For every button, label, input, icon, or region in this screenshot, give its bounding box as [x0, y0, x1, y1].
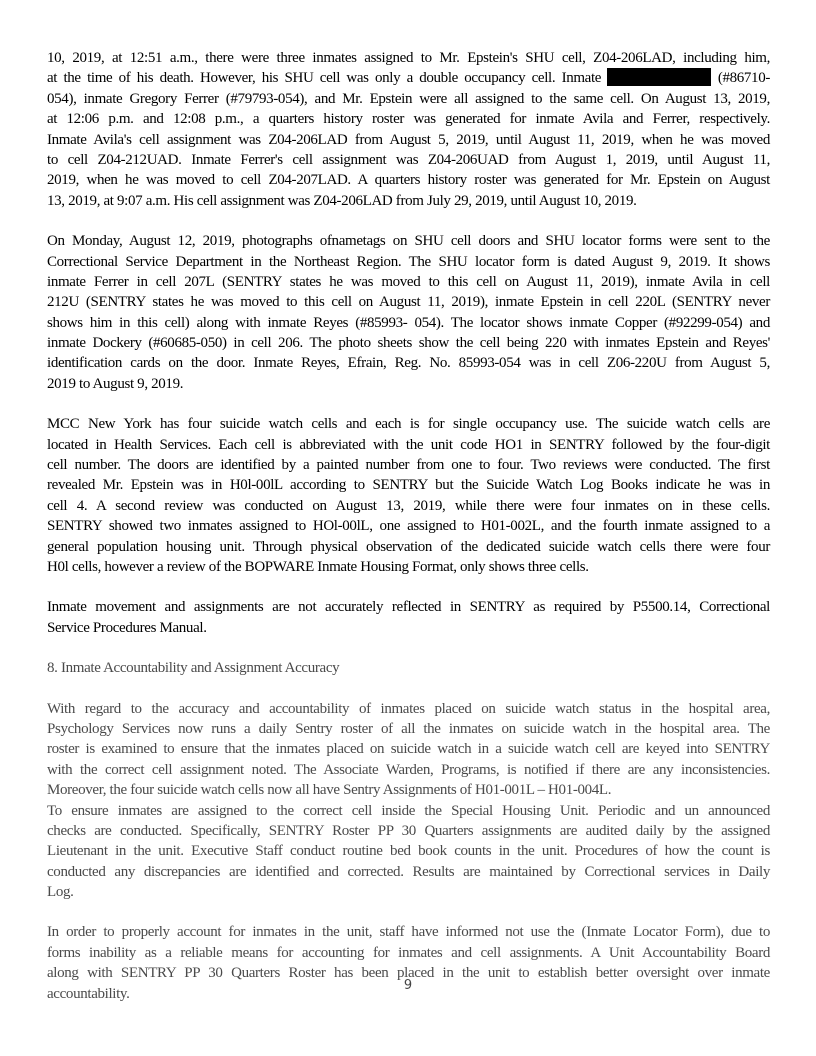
text-line: general population housing unit. Through physical observation of the dedicated suicide watch cells there were four — [47, 538, 770, 555]
text-line: identification cards on the door. Inmate Reyes, Efrain, Reg. No. 85993-054 was in cell Z06-220U from August 5, — [47, 355, 770, 372]
paragraph-gap — [47, 211, 770, 231]
document-body — [47, 48, 770, 1004]
text-line: H0l cells, however a review of the BOPWARE Inmate Housing Format, only shows three cells. — [47, 558, 589, 575]
paragraph-gap — [47, 679, 770, 699]
text-line: accountability. — [47, 985, 130, 1002]
text-line: Lieutenant in the unit. Executive Staff conduct routine bed book counts in the unit. Procedures of how the count is — [47, 843, 770, 860]
text-line: SENTRY showed two inmates assigned to HOl-00lL, one assigned to H01-002L, and the fourth inmate assigned to a — [47, 518, 770, 535]
paragraph — [47, 801, 770, 903]
text-line: Inmate movement and assignments are not accurately reflected in SENTRY as required by P5500.14, Correctional — [47, 599, 770, 616]
paragraph — [47, 48, 770, 211]
text-line: On Monday, August 12, 2019, photographs ofnametags on SHU cell doors and SHU locator forms were sent to the — [47, 233, 770, 250]
page-number: 9 — [403, 978, 413, 993]
text-line: along with SENTRY PP 30 Quarters Roster has been placed in the unit to establish better oversight over inmate — [47, 965, 770, 982]
text-line: at 12:06 p.m. and 12:08 p.m., a quarters history roster was generated for inmate Avila and Ferrer, respectively. — [47, 111, 770, 128]
paragraph-gap — [47, 577, 770, 597]
text-line: 212U (SENTRY states he was moved to this cell on August 11, 2019), inmate Epstein in cell 220L (SENTRY never — [47, 294, 770, 311]
text-line: with the correct cell assignment noted. The Associate Warden, Programs, is notified if there are any inconsistencies. — [47, 761, 770, 778]
text-line: conducted any discrepancies are identified and corrected. Results are maintained by Correctional services in Daily — [47, 863, 770, 880]
text-line: cell 4. A second review was conducted on August 13, 2019, while there were four inmates on in these cells. — [47, 497, 770, 514]
text-line: located in Health Services. Each cell is abbreviated with the unit code HO1 in SENTRY followed by the four-digit — [47, 436, 770, 453]
text-line: cell number. The doors are identified by a painted number from one to four. Two reviews were conducted. The first — [47, 457, 770, 474]
text-line: Correctional Service Department in the Northeast Region. The SHU locator form is dated August 9, 2019. It shows — [47, 253, 770, 270]
text-line: Service Procedures Manual. — [47, 619, 207, 636]
text-line: roster is examined to ensure that the inmates placed on suicide watch in a suicide watch cell are keyed into SENTRY — [47, 741, 770, 758]
section-heading — [47, 658, 770, 678]
text-line: With regard to the accuracy and accountability of inmates placed on suicide watch status in the hospital area, — [47, 700, 770, 717]
paragraph — [47, 699, 770, 801]
paragraph-gap — [47, 902, 770, 922]
text-line: Psychology Services now runs a daily Sentry roster of all the inmates on suicide watch in the hospital area. The — [47, 720, 770, 737]
redaction-box — [607, 68, 711, 86]
text-line: inmate Dockery (#60685-050) in cell 206. The photo sheets show the cell being 220 with inmates Epstein and Reyes' — [47, 335, 770, 352]
text-line: shows him in this cell) along with inmate Reyes (#85993- 054). The locator shows inmate Copper (#92299-054) and — [47, 314, 770, 331]
paragraph-gap — [47, 638, 770, 658]
text-line: In order to properly account for inmates in the unit, staff have informed not use the (Inmate Locator Form), due to — [47, 924, 770, 941]
text-line: 10, 2019, at 12:51 a.m., there were three inmates assigned to Mr. Epstein's SHU cell, Z04-206LAD, including him, — [47, 50, 770, 66]
text-segment: (#86710- — [717, 70, 771, 87]
paragraph — [47, 597, 770, 638]
text-line: Log. — [47, 884, 74, 901]
text-line: To ensure inmates are assigned to the correct cell inside the Special Housing Unit. Periodic and un announced — [47, 802, 770, 819]
text-line: 2019 to August 9, 2019. — [47, 375, 184, 392]
text-line: 8. Inmate Accountability and Assignment Accuracy — [47, 660, 340, 677]
text-line: to cell Z04-212UAD. Inmate Ferrer's cell assignment was Z04-206UAD from August 1, 2019, until August 11, — [47, 151, 770, 168]
text-line: inmate Ferrer in cell 207L (SENTRY states he was moved to this cell on August 11, 2019), inmate Avila in cell — [47, 273, 770, 290]
text-line: 2019, when he was moved to cell Z04-207LAD. A quarters history roster was generated for Mr. Epstein on August — [47, 172, 770, 189]
text-line: revealed Mr. Epstein was in H0l-00lL according to SENTRY but the Suicide Watch Log Books indicate he was in — [47, 477, 770, 494]
text-line: MCC New York has four suicide watch cells and each is for single occupancy use. The suicide watch cells are — [47, 416, 770, 433]
paragraph — [47, 414, 770, 577]
text-line: forms inability as a reliable means for accounting for inmates and cell assignments. A Unit Accountability Board — [47, 944, 770, 961]
text-segment: at the time of his death. However, his SHU cell was only a double occupancy cell. Inmate — [47, 70, 602, 87]
text-line: Inmate Avila's cell assignment was Z04-206LAD from August 5, 2019, until August 11, 2019, when he was moved — [47, 131, 770, 148]
text-line: 054), inmate Gregory Ferrer (#79793-054), and Mr. Epstein were all assigned to the same cell. On August 13, 2019, — [47, 90, 770, 107]
text-line — [47, 68, 770, 88]
paragraph-gap — [47, 394, 770, 414]
text-line: checks are conducted. Specifically, SENTRY Roster PP 30 Quarters assignments are audited daily by the assigned — [47, 822, 770, 839]
text-line: Moreover, the four suicide watch cells now all have Sentry Assignments of H01-001L – H01-004L. — [47, 782, 612, 799]
text-line: 13, 2019, at 9:07 a.m. His cell assignment was Z04-206LAD from July 29, 2019, until August 10, 2019. — [47, 192, 637, 209]
paragraph — [47, 231, 770, 394]
